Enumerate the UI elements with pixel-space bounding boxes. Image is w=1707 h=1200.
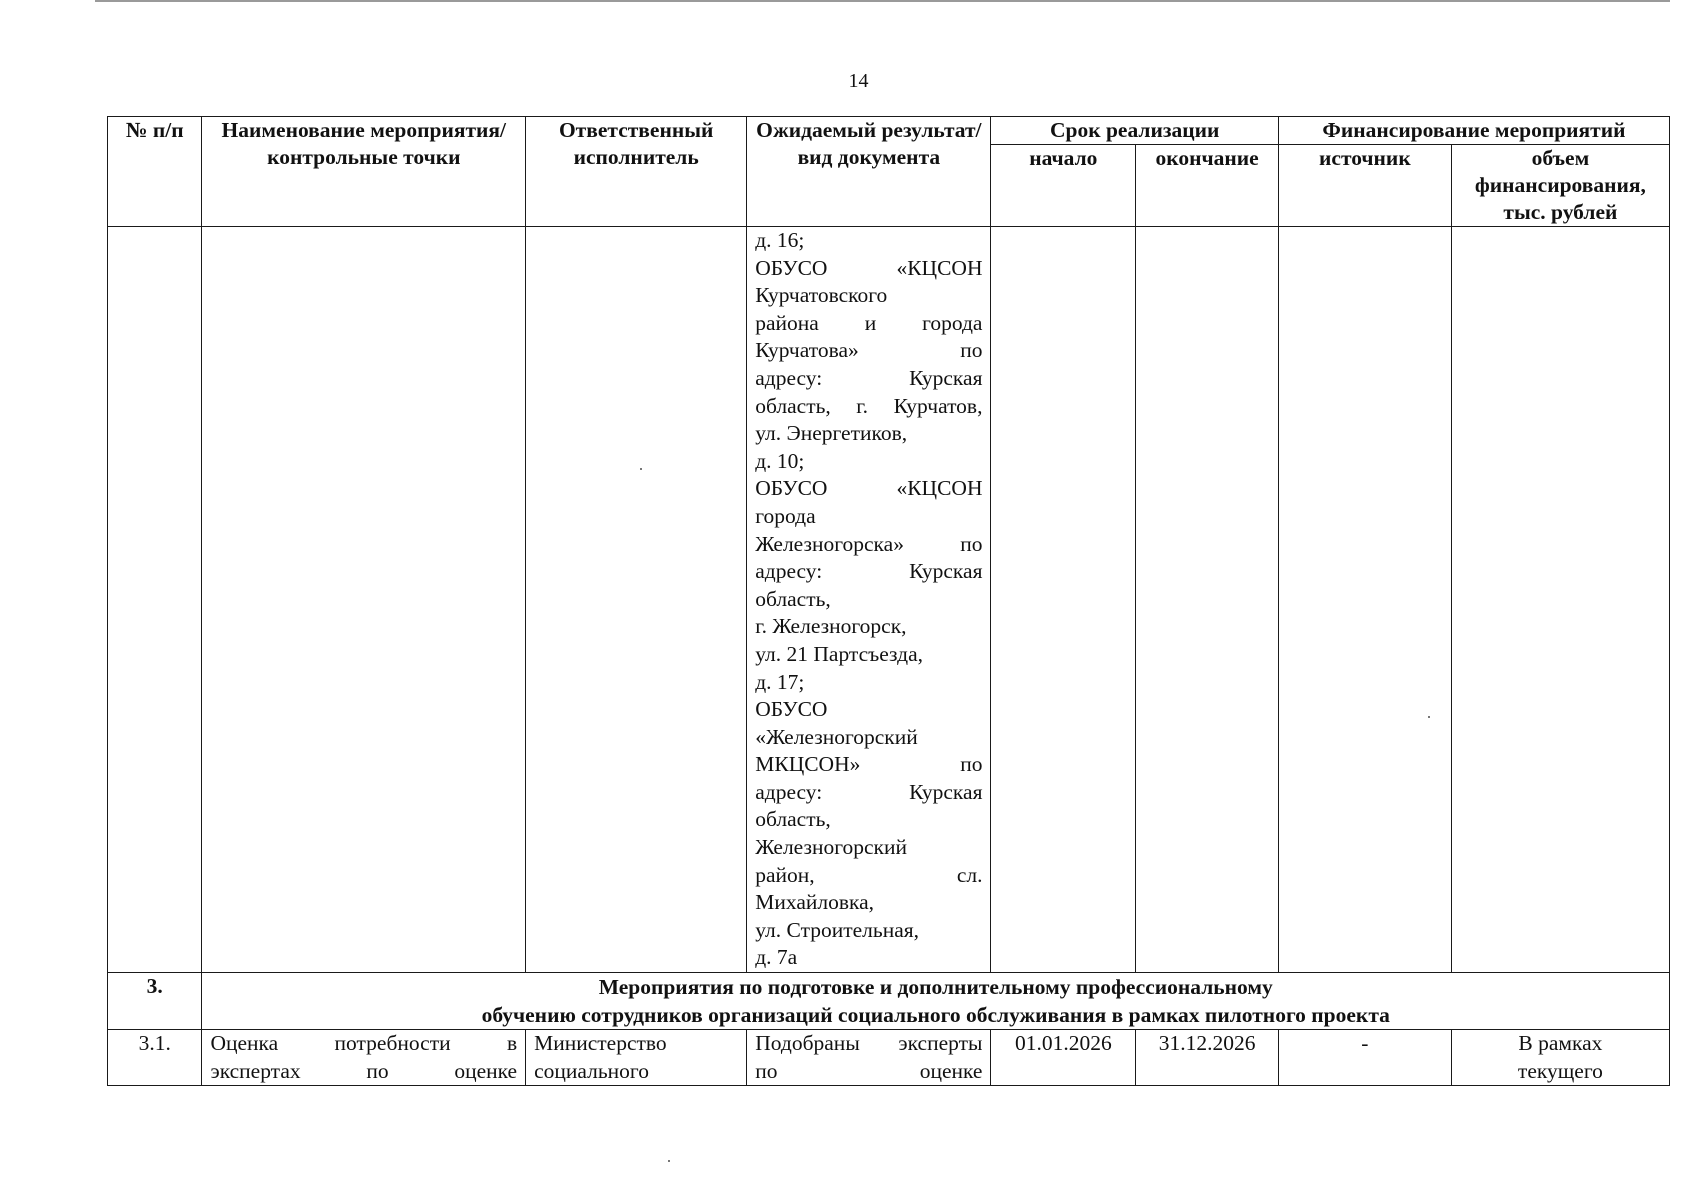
- header-responsible: Ответственный исполнитель: [526, 117, 747, 227]
- section-title-line-1: Мероприятия по подготовке и дополнительному профессиональному: [598, 975, 1273, 1000]
- section-number: 3.: [108, 973, 202, 1030]
- result-line: района и города: [755, 310, 983, 335]
- header-period-start: начало: [991, 145, 1136, 227]
- result-line: д. 16;: [755, 228, 805, 252]
- result-line: адресу: Курская: [755, 365, 983, 390]
- row-responsible: [526, 1030, 747, 1086]
- result-line: г. Железногорск,: [755, 614, 907, 639]
- row-result-line-1: Подобраны эксперты: [755, 1031, 983, 1056]
- continued-source-cell: [1278, 227, 1451, 973]
- page-number: 14: [848, 70, 869, 92]
- result-line: МКЦСОН» по: [755, 752, 983, 777]
- section-row: [108, 973, 1670, 1030]
- continued-result-cell: [747, 227, 991, 973]
- action-plan-table: [107, 116, 1670, 1086]
- result-line: адресу: Курская: [755, 779, 983, 804]
- continued-end-cell: [1136, 227, 1279, 973]
- header-name: Наименование мероприятия/контрольные точки: [202, 117, 526, 227]
- continued-row: [108, 227, 1670, 973]
- result-line: д. 7а: [755, 945, 798, 970]
- result-line: ул. Строительная,: [755, 917, 920, 942]
- row-funding-volume: [1451, 1030, 1669, 1086]
- continued-responsible-cell: [526, 227, 747, 973]
- result-line: область,: [755, 586, 831, 611]
- row-funding-source: -: [1278, 1030, 1451, 1086]
- row-responsible-line-1: Министерство: [534, 1031, 667, 1056]
- result-line: ул. 21 Партсъезда,: [755, 641, 924, 666]
- header-funding-volume: объем финансирования, тыс. рублей: [1451, 145, 1669, 227]
- result-line: адресу: Курская: [755, 559, 983, 584]
- result-line: ул. Энергетиков,: [755, 421, 908, 446]
- scan-speck: [640, 468, 642, 470]
- row-end-date: 31.12.2026: [1136, 1030, 1279, 1086]
- row-result: [747, 1030, 991, 1086]
- section-title-line-2: обучению сотрудников организаций социального обслуживания в рамках пилотного проекта: [481, 1003, 1390, 1028]
- result-line: д. 10;: [755, 448, 805, 473]
- result-line: города: [755, 503, 816, 528]
- header-period-end: окончание: [1136, 145, 1279, 227]
- row-responsible-line-2: социального: [534, 1058, 649, 1083]
- continued-num-cell: [108, 227, 202, 973]
- header-funding: Финансирование мероприятий: [1278, 117, 1669, 145]
- row-volume-line-2: текущего: [1517, 1058, 1603, 1083]
- result-line: область,: [755, 807, 831, 832]
- table-row: [108, 1030, 1670, 1086]
- header-num: № п/п: [108, 117, 202, 227]
- result-line: Курчатова» по: [755, 338, 983, 363]
- result-line: район, сл.: [755, 862, 983, 887]
- scan-speck: [668, 1160, 670, 1162]
- result-line: «Железногорский: [755, 724, 918, 749]
- scan-speck: [1428, 716, 1430, 718]
- result-line: ОБУСО: [755, 697, 828, 722]
- row-name-line-1: Оценка потребности в: [210, 1031, 518, 1056]
- result-line: Железногорска» по: [755, 531, 983, 556]
- result-line: Курчатовского: [755, 283, 888, 308]
- header-result: Ожидаемый результат/вид документа: [747, 117, 991, 227]
- header-period: Срок реализации: [991, 117, 1278, 145]
- row-name-line-2: экспертах по оценке: [210, 1058, 518, 1083]
- row-num: 3.1.: [108, 1030, 202, 1086]
- continued-name-cell: [202, 227, 526, 973]
- continued-start-cell: [991, 227, 1136, 973]
- continued-volume-cell: [1451, 227, 1669, 973]
- row-result-line-2: по оценке: [755, 1058, 983, 1083]
- header-funding-source: источник: [1278, 145, 1451, 227]
- row-volume-line-1: В рамках: [1518, 1031, 1603, 1056]
- row-start-date: 01.01.2026: [991, 1030, 1136, 1086]
- result-line: ОБУСО «КЦСОН: [755, 255, 983, 280]
- result-line: область, г. Курчатов,: [755, 393, 983, 418]
- result-line: Михайловка,: [755, 890, 875, 915]
- result-line: Железногорский: [755, 835, 908, 860]
- result-line: д. 17;: [755, 669, 805, 694]
- row-name: [202, 1030, 526, 1086]
- header-row-1: [108, 117, 1670, 145]
- section-title: [202, 973, 1670, 1030]
- top-scan-rule: [95, 0, 1670, 2]
- result-line: ОБУСО «КЦСОН: [755, 476, 983, 501]
